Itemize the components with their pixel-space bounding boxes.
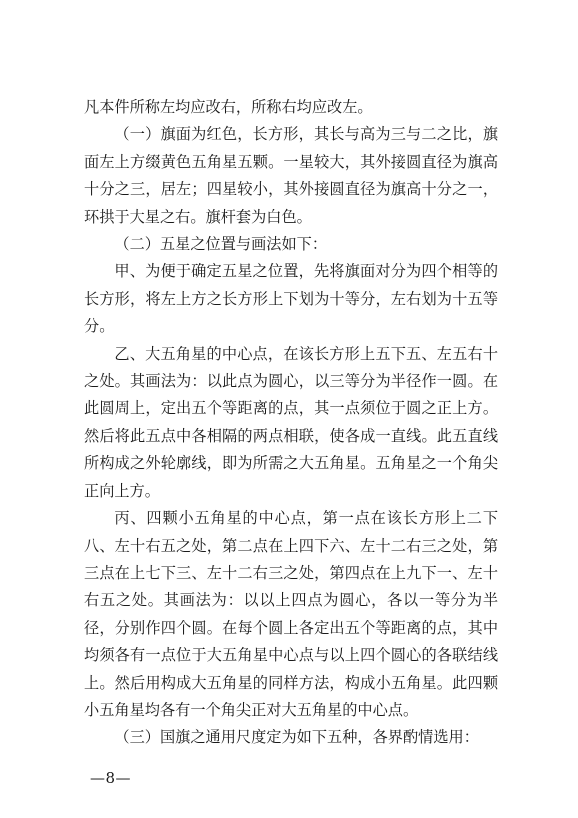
paragraph-flag-surface: （一）旗面为红色，长方形，其长与高为三与二之比，旗面左上方缀黄色五角星五颗。一星较大，其外接圆直径为旗高十分之三，居左；四星较小，其外接圆直径为旗高十分之一，环拱于大星之右。旗杆套为白色。 [84,125,498,226]
paragraph-yi: 乙、大五角星的中心点，在该长方形上五下五、左五右十之处。其画法为：以此点为圆心，以三等分为半径作一圆。在此圆周上，定出五个等距离的点，其一点须位于圆之正上方。然后将此五点中各相隔的两点相联，使各成一直线。此五直线所构成之外轮廓线，即为所需之大五角星。五角星之一个角尖正向上方。 [84,344,498,500]
page-number: —8— [90,769,132,787]
paragraph-flag-sizes-heading: （三）国旗之通用尺度定为如下五种，各界酌情选用： [114,728,479,747]
paragraph-star-position-heading: （二）五星之位置与画法如下： [114,235,328,254]
document-body [84,94,498,752]
paragraph-continuation: 凡本件所称左均应改右，所称右均应改左。 [84,98,373,116]
paragraph-bing: 丙、四颗小五角星的中心点，第一点在该长方形上二下八、左十右五之处，第二点在上四下六、左十二右三之处，第三点在上七下三、左十二右三之处，第四点在上九下一、左十右五之处。其画法为：以以上四点为圆心，各以一等分为半径，分别作四个圆。在每个圆上各定出五个等距离的点，其中均须各有一点位于大五角星中心点与以上四个圆心的各联结线上。然后用构成大五角星的同样方法，构成小五角星。此四颗小五角星均各有一个角尖正对大五角星的中心点。 [84,509,498,719]
paragraph-jia: 甲、为便于确定五星之位置，先将旗面对分为四个相等的长方形，将左上方之长方形上下划为十等分，左右划为十五等分。 [84,262,498,336]
